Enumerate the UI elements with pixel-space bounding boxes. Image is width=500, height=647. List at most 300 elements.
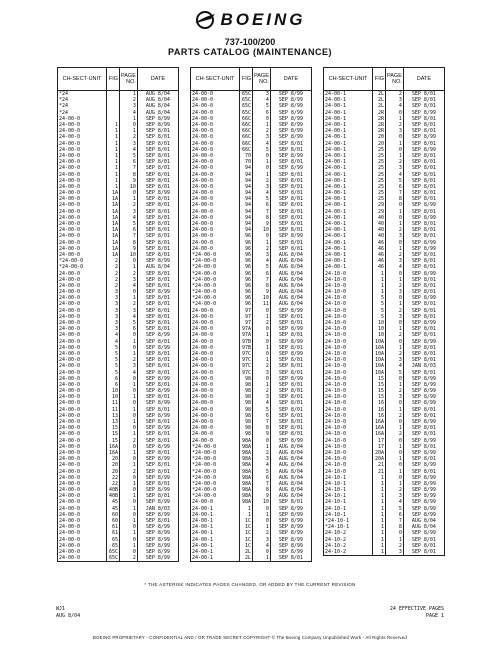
cell-fig: 10 bbox=[373, 326, 386, 332]
table-header-row bbox=[58, 68, 179, 91]
cell-unit: *24-00-0 bbox=[191, 295, 240, 301]
cell-unit: 24-00-0 bbox=[191, 407, 240, 413]
table-row bbox=[324, 369, 445, 375]
cell-fig: 3 bbox=[107, 308, 120, 314]
cell-unit: 24-00-0 bbox=[58, 277, 107, 283]
cell-date: SEP 8/01 bbox=[137, 196, 178, 202]
cell-page: 0 bbox=[253, 326, 271, 332]
cell-fig: 13 bbox=[107, 413, 120, 419]
cell-date: SEP 8/01 bbox=[403, 190, 444, 196]
cell-unit: 24-00-0 bbox=[58, 456, 107, 462]
cell-date: SEP 8/01 bbox=[137, 159, 178, 165]
cell-fig: 16A bbox=[373, 431, 386, 437]
cell-page: 2 bbox=[253, 128, 271, 134]
cell-page: 0 bbox=[386, 475, 404, 481]
cell-fig: 2L bbox=[373, 103, 386, 109]
table-row bbox=[191, 524, 312, 530]
cell-unit: 24-00-0 bbox=[191, 97, 240, 103]
table-row bbox=[324, 240, 445, 246]
cell-unit: 24-00-1 bbox=[324, 178, 373, 184]
cell-unit: 24-00-1 bbox=[324, 264, 373, 270]
cell-unit: 24-00-0 bbox=[58, 141, 107, 147]
cell-fig: 6 bbox=[107, 376, 120, 382]
table-row bbox=[324, 97, 445, 103]
cell-page: 5 bbox=[253, 196, 271, 202]
cell-page: 0 bbox=[120, 549, 138, 555]
cell-page: 2 bbox=[253, 388, 271, 394]
cell-page: 1 bbox=[253, 444, 271, 450]
cell-fig: 25 bbox=[373, 184, 386, 190]
cell-date: SEP 8/99 bbox=[137, 190, 178, 196]
cell-page: 1 bbox=[386, 425, 404, 431]
cell-fig: 2R bbox=[373, 110, 386, 116]
cell-fig: 10A bbox=[373, 363, 386, 369]
cell-fig: 17 bbox=[373, 444, 386, 450]
cell-date: SEP 8/99 bbox=[137, 413, 178, 419]
cell-date: SEP 8/99 bbox=[403, 240, 444, 246]
cell-date: SEP 8/01 bbox=[270, 413, 311, 419]
table-row bbox=[191, 252, 312, 258]
cell-date: SEP 8/01 bbox=[403, 413, 444, 419]
cell-fig: 25 bbox=[373, 190, 386, 196]
cell-unit: 24-00-0 bbox=[58, 301, 107, 307]
cell-fig: 98 bbox=[240, 407, 253, 413]
cell-date: SEP 8/01 bbox=[403, 153, 444, 159]
cell-fig: 10A bbox=[373, 339, 386, 345]
cell-unit: 24-00-0 bbox=[58, 369, 107, 375]
cell-date: SEP 8/01 bbox=[137, 481, 178, 487]
cell-unit: 24-00-0 bbox=[191, 196, 240, 202]
table-row bbox=[324, 499, 445, 505]
cell-date: SEP 8/01 bbox=[137, 178, 178, 184]
cell-unit: 24-10-0 bbox=[324, 295, 373, 301]
table-row bbox=[191, 537, 312, 543]
cell-page: 0 bbox=[386, 320, 404, 326]
cell-fig: 10A bbox=[373, 357, 386, 363]
cell-unit: 24-10-0 bbox=[324, 320, 373, 326]
table-row bbox=[324, 141, 445, 147]
table-row bbox=[324, 246, 445, 252]
table-row bbox=[58, 345, 179, 351]
cell-date: AUG 8/04 bbox=[270, 295, 311, 301]
cell-page: 1 bbox=[120, 518, 138, 524]
cell-page: 1 bbox=[253, 171, 271, 177]
cell-date: SEP 8/01 bbox=[270, 178, 311, 184]
cell-page: 0 bbox=[386, 400, 404, 406]
cell-fig: 1 bbox=[240, 506, 253, 512]
cell-date: SEP 8/99 bbox=[137, 499, 178, 505]
cell-date: SEP 8/01 bbox=[403, 425, 444, 431]
cell-unit: 24-00-1 bbox=[324, 110, 373, 116]
table-row bbox=[191, 394, 312, 400]
table-row bbox=[58, 270, 179, 276]
cell-fig: 2R bbox=[373, 116, 386, 122]
cell-fig: 65C bbox=[107, 555, 120, 562]
cell-unit: 24-10-0 bbox=[324, 400, 373, 406]
cell-page: 0 bbox=[386, 134, 404, 140]
cell-unit: 24-10-0 bbox=[324, 277, 373, 283]
cell-page: 0 bbox=[120, 425, 138, 431]
cell-page: 2 bbox=[386, 487, 404, 493]
table-row bbox=[191, 190, 312, 196]
cell-fig: 1 bbox=[107, 147, 120, 153]
cell-unit: *24-00-0 bbox=[191, 487, 240, 493]
cell-unit: 24-00-1 bbox=[324, 233, 373, 239]
cell-date: AUG 8/04 bbox=[270, 481, 311, 487]
cell-fig: 1 bbox=[107, 165, 120, 171]
table-row bbox=[58, 431, 179, 437]
cell-unit: 24-00-0 bbox=[191, 308, 240, 314]
cell-page: 4 bbox=[386, 103, 404, 109]
cell-unit: 24-10-1 bbox=[324, 475, 373, 481]
cell-fig: 1 bbox=[107, 122, 120, 128]
cell-page: 3 bbox=[253, 369, 271, 375]
cell-unit: 24-10-0 bbox=[324, 388, 373, 394]
cell-fig: 1 bbox=[107, 184, 120, 190]
table-row bbox=[58, 326, 179, 332]
cell-fig: 61 bbox=[107, 530, 120, 536]
cell-fig: 70 bbox=[240, 159, 253, 165]
cell-page: 0 bbox=[253, 438, 271, 444]
cell-page: 1 bbox=[120, 481, 138, 487]
table-row bbox=[324, 314, 445, 320]
cell-unit: 24-00-0 bbox=[58, 165, 107, 171]
catalog-title: PARTS CATALOG (MAINTENANCE) bbox=[168, 47, 332, 57]
cell-fig: 2 bbox=[107, 283, 120, 289]
cell-date: SEP 8/99 bbox=[137, 512, 178, 518]
cell-unit: *24-00-0 bbox=[191, 264, 240, 270]
table-row bbox=[324, 357, 445, 363]
cell-date: SEP 8/01 bbox=[403, 277, 444, 283]
cell-unit: 24-00-0 bbox=[191, 419, 240, 425]
cell-fig: 3 bbox=[107, 289, 120, 295]
cell-fig: 46 bbox=[373, 264, 386, 270]
table-row bbox=[324, 103, 445, 109]
cell-unit: *24-00-0 bbox=[58, 258, 107, 264]
cell-fig: 20 bbox=[373, 141, 386, 147]
table-row bbox=[191, 450, 312, 456]
cell-fig: 96 bbox=[240, 270, 253, 276]
cell-fig: 66C bbox=[240, 147, 253, 153]
footer-effective-pages: 24 EFFECTIVE PAGES bbox=[389, 606, 444, 612]
table-row bbox=[324, 438, 445, 444]
cell-fig: 1C bbox=[240, 518, 253, 524]
table-row bbox=[191, 97, 312, 103]
table-row bbox=[324, 450, 445, 456]
table-row bbox=[58, 407, 179, 413]
cell-unit: *24-00-0 bbox=[191, 270, 240, 276]
cell-fig: 98A bbox=[240, 487, 253, 493]
cell-fig: 5 bbox=[373, 308, 386, 314]
cell-page: 1 bbox=[120, 128, 138, 134]
table-row bbox=[58, 394, 179, 400]
cell-page: 1 bbox=[386, 116, 404, 122]
cell-page: 6 bbox=[253, 110, 271, 116]
cell-date: SEP 8/01 bbox=[270, 215, 311, 221]
table-row bbox=[58, 202, 179, 208]
table-row bbox=[191, 308, 312, 314]
table-row bbox=[191, 110, 312, 116]
table-row bbox=[191, 209, 312, 215]
table-row bbox=[324, 524, 445, 530]
cell-fig: 21 bbox=[373, 468, 386, 474]
cell-page: 9 bbox=[120, 178, 138, 184]
cell-fig: 94 bbox=[240, 165, 253, 171]
cell-page: 1 bbox=[120, 91, 138, 98]
cell-fig: 1 bbox=[373, 283, 386, 289]
cell-unit: 24-00-1 bbox=[191, 506, 240, 512]
cell-fig: 1A bbox=[107, 227, 120, 233]
cell-unit: 24-10-0 bbox=[324, 326, 373, 332]
cell-page: 2 bbox=[120, 270, 138, 276]
cell-page: 4 bbox=[120, 110, 138, 116]
cell-page: 3 bbox=[253, 184, 271, 190]
cell-fig: 96 bbox=[240, 277, 253, 283]
cell-date: AUG 8/04 bbox=[270, 444, 311, 450]
table-row bbox=[324, 153, 445, 159]
cell-unit: 24-10-2 bbox=[324, 530, 373, 536]
cell-date: SEP 8/01 bbox=[137, 382, 178, 388]
column-header-date: DATE bbox=[137, 68, 178, 91]
cell-fig: 98 bbox=[240, 431, 253, 437]
table-row bbox=[58, 444, 179, 450]
cell-page: 4 bbox=[120, 147, 138, 153]
cell-date: AUG 8/04 bbox=[270, 283, 311, 289]
cell-date: SEP 8/99 bbox=[403, 376, 444, 382]
cell-fig: 60 bbox=[107, 512, 120, 518]
cell-unit: 24-00-0 bbox=[58, 382, 107, 388]
table-row bbox=[58, 196, 179, 202]
cell-date: SEP 8/99 bbox=[403, 215, 444, 221]
table-row bbox=[58, 376, 179, 382]
cell-unit: 24-10-0 bbox=[324, 431, 373, 437]
table-row bbox=[58, 209, 179, 215]
cell-page: 3 bbox=[386, 165, 404, 171]
cell-unit: *24-00-0 bbox=[191, 289, 240, 295]
cell-unit: *24-00-0 bbox=[191, 252, 240, 258]
cell-date: AUG 8/04 bbox=[270, 493, 311, 499]
cell-page: 3 bbox=[253, 537, 271, 543]
table-row bbox=[58, 537, 179, 543]
cell-date: SEP 8/01 bbox=[403, 444, 444, 450]
cell-page: 1 bbox=[386, 407, 404, 413]
table-header-row bbox=[191, 68, 312, 91]
cell-unit: 24-00-0 bbox=[191, 425, 240, 431]
asterisk-note: * THE ASTERISK INDICATES PAGES CHANGED, OR ADDED BY THE CURRENT REVISION bbox=[144, 582, 356, 587]
table-row bbox=[58, 159, 179, 165]
cell-fig: 40 bbox=[373, 233, 386, 239]
cell-unit: 24-00-0 bbox=[191, 363, 240, 369]
cell-page: 9 bbox=[253, 431, 271, 437]
cell-unit: 24-00-0 bbox=[191, 438, 240, 444]
cell-date: SEP 8/01 bbox=[137, 202, 178, 208]
table-row bbox=[58, 314, 179, 320]
cell-fig: 98 bbox=[240, 419, 253, 425]
cell-fig: 16 bbox=[373, 407, 386, 413]
cell-date: SEP 8/99 bbox=[403, 295, 444, 301]
cell-page: 5 bbox=[386, 178, 404, 184]
cell-unit: 24-00-0 bbox=[191, 400, 240, 406]
cell-fig: 1C bbox=[240, 537, 253, 543]
cell-date: SEP 8/01 bbox=[403, 326, 444, 332]
cell-date: SEP 8/99 bbox=[137, 487, 178, 493]
cell-page: 0 bbox=[253, 308, 271, 314]
cell-page: 1 bbox=[120, 295, 138, 301]
cell-page: 1 bbox=[253, 240, 271, 246]
cell-unit: 24-10-0 bbox=[324, 376, 373, 382]
cell-date: SEP 8/99 bbox=[403, 481, 444, 487]
table-row bbox=[191, 357, 312, 363]
cell-fig: 1 bbox=[107, 171, 120, 177]
cell-unit: 24-00-0 bbox=[58, 481, 107, 487]
cell-page: 3 bbox=[253, 252, 271, 258]
cell-fig: 29 bbox=[373, 202, 386, 208]
cell-date: SEP 8/99 bbox=[270, 326, 311, 332]
cell-date: SEP 8/99 bbox=[137, 376, 178, 382]
cell-date: AUG 8/04 bbox=[270, 258, 311, 264]
cell-unit: 24-00-1 bbox=[324, 215, 373, 221]
cell-fig: 98 bbox=[240, 382, 253, 388]
cell-page: 1 bbox=[120, 419, 138, 425]
table-row bbox=[324, 270, 445, 276]
cell-page: 1 bbox=[386, 277, 404, 283]
table-row bbox=[324, 165, 445, 171]
cell-unit: 24-00-0 bbox=[191, 171, 240, 177]
cell-fig: 98A bbox=[240, 444, 253, 450]
table-row bbox=[324, 184, 445, 190]
cell-date: SEP 8/99 bbox=[137, 530, 178, 536]
cell-fig: 65C bbox=[240, 103, 253, 109]
table-row bbox=[324, 339, 445, 345]
cell-unit: 24-00-0 bbox=[191, 326, 240, 332]
cell-unit: 24-00-0 bbox=[58, 320, 107, 326]
cell-page: 6 bbox=[386, 512, 404, 518]
cell-unit: 24-10-0 bbox=[324, 314, 373, 320]
cell-fig: 96 bbox=[240, 246, 253, 252]
column-header-fig: FIG bbox=[107, 68, 120, 91]
cell-fig: 10 bbox=[107, 394, 120, 400]
cell-date: SEP 8/99 bbox=[403, 400, 444, 406]
table-row bbox=[324, 295, 445, 301]
cell-unit: 24-00-1 bbox=[324, 122, 373, 128]
cell-page: 1 bbox=[386, 456, 404, 462]
cell-fig: 20 bbox=[107, 462, 120, 468]
table-row bbox=[191, 376, 312, 382]
table-row bbox=[324, 363, 445, 369]
cell-date: SEP 8/01 bbox=[137, 450, 178, 456]
cell-unit: 24-00-0 bbox=[191, 431, 240, 437]
column-header-date: DATE bbox=[270, 68, 311, 91]
cell-page: 11 bbox=[253, 301, 271, 307]
cell-page: 0 bbox=[120, 524, 138, 530]
cell-fig: 97 bbox=[240, 308, 253, 314]
cell-fig: 98A bbox=[240, 438, 253, 444]
table-row bbox=[58, 122, 179, 128]
cell-unit: 24-00-0 bbox=[191, 394, 240, 400]
cell-unit: 24-00-0 bbox=[191, 122, 240, 128]
cell-date: SEP 8/01 bbox=[137, 252, 178, 258]
cell-page: 7 bbox=[253, 277, 271, 283]
table-row bbox=[191, 233, 312, 239]
cell-page: 8 bbox=[253, 215, 271, 221]
cell-page: 7 bbox=[386, 518, 404, 524]
cell-page: 3 bbox=[386, 128, 404, 134]
cell-date: SEP 8/99 bbox=[270, 308, 311, 314]
cell-fig: 25 bbox=[373, 196, 386, 202]
cell-fig: 96 bbox=[240, 264, 253, 270]
cell-fig: 20 bbox=[107, 468, 120, 474]
cell-date: SEP 8/01 bbox=[270, 388, 311, 394]
table-row bbox=[191, 413, 312, 419]
cell-unit: 24-00-0 bbox=[58, 524, 107, 530]
table-row bbox=[58, 438, 179, 444]
table-row bbox=[324, 444, 445, 450]
cell-date: SEP 8/99 bbox=[270, 518, 311, 524]
cell-page: 2 bbox=[120, 555, 138, 562]
cell-fig: 66C bbox=[240, 128, 253, 134]
cell-fig: 1 bbox=[373, 270, 386, 276]
cell-fig: 96 bbox=[240, 301, 253, 307]
cell-fig: 2R bbox=[373, 128, 386, 134]
cell-fig: 1 bbox=[373, 289, 386, 295]
cell-unit: 24-00-1 bbox=[324, 128, 373, 134]
table-row bbox=[58, 264, 179, 270]
cell-unit: 24-00-0 bbox=[191, 357, 240, 363]
table-row bbox=[191, 400, 312, 406]
cell-unit: 24-00-0 bbox=[58, 493, 107, 499]
cell-date: SEP 8/01 bbox=[137, 314, 178, 320]
cell-page: 0 bbox=[386, 110, 404, 116]
cell-date: SEP 8/99 bbox=[270, 537, 311, 543]
table-row bbox=[191, 512, 312, 518]
table-row bbox=[58, 277, 179, 283]
cell-page: 0 bbox=[253, 376, 271, 382]
cell-page: 2 bbox=[386, 388, 404, 394]
table-row bbox=[58, 382, 179, 388]
cell-date: SEP 8/99 bbox=[403, 499, 444, 505]
cell-date: SEP 8/01 bbox=[137, 357, 178, 363]
cell-date: SEP 8/01 bbox=[270, 394, 311, 400]
cell-date: SEP 8/01 bbox=[403, 116, 444, 122]
cell-date: SEP 8/01 bbox=[137, 165, 178, 171]
cell-date: SEP 8/01 bbox=[270, 209, 311, 215]
cell-date: AUG 8/04 bbox=[270, 487, 311, 493]
cell-date: SEP 8/99 bbox=[270, 165, 311, 171]
cell-page: 6 bbox=[253, 202, 271, 208]
cell-page: 0 bbox=[386, 438, 404, 444]
cell-fig: 94 bbox=[240, 171, 253, 177]
cell-unit: 24-00-0 bbox=[58, 171, 107, 177]
cell-page: 2 bbox=[120, 301, 138, 307]
cell-page: 1 bbox=[386, 537, 404, 543]
cell-unit: *24-00-0 bbox=[191, 283, 240, 289]
cell-page: 1 bbox=[120, 506, 138, 512]
footer-page-number: PAGE 1 bbox=[425, 613, 444, 619]
cell-unit: 24-00-0 bbox=[58, 518, 107, 524]
cell-fig: 96 bbox=[240, 233, 253, 239]
cell-unit: 24-10-0 bbox=[324, 363, 373, 369]
cell-unit: *24 bbox=[58, 110, 107, 116]
cell-date: SEP 8/01 bbox=[137, 277, 178, 283]
effective-pages-table bbox=[57, 67, 179, 562]
cell-page: 2 bbox=[386, 351, 404, 357]
cell-page: 1 bbox=[120, 394, 138, 400]
table-row bbox=[324, 159, 445, 165]
cell-fig: 66C bbox=[240, 122, 253, 128]
cell-fig: 5 bbox=[373, 295, 386, 301]
cell-date: SEP 8/99 bbox=[270, 134, 311, 140]
cell-date: SEP 8/01 bbox=[403, 456, 444, 462]
